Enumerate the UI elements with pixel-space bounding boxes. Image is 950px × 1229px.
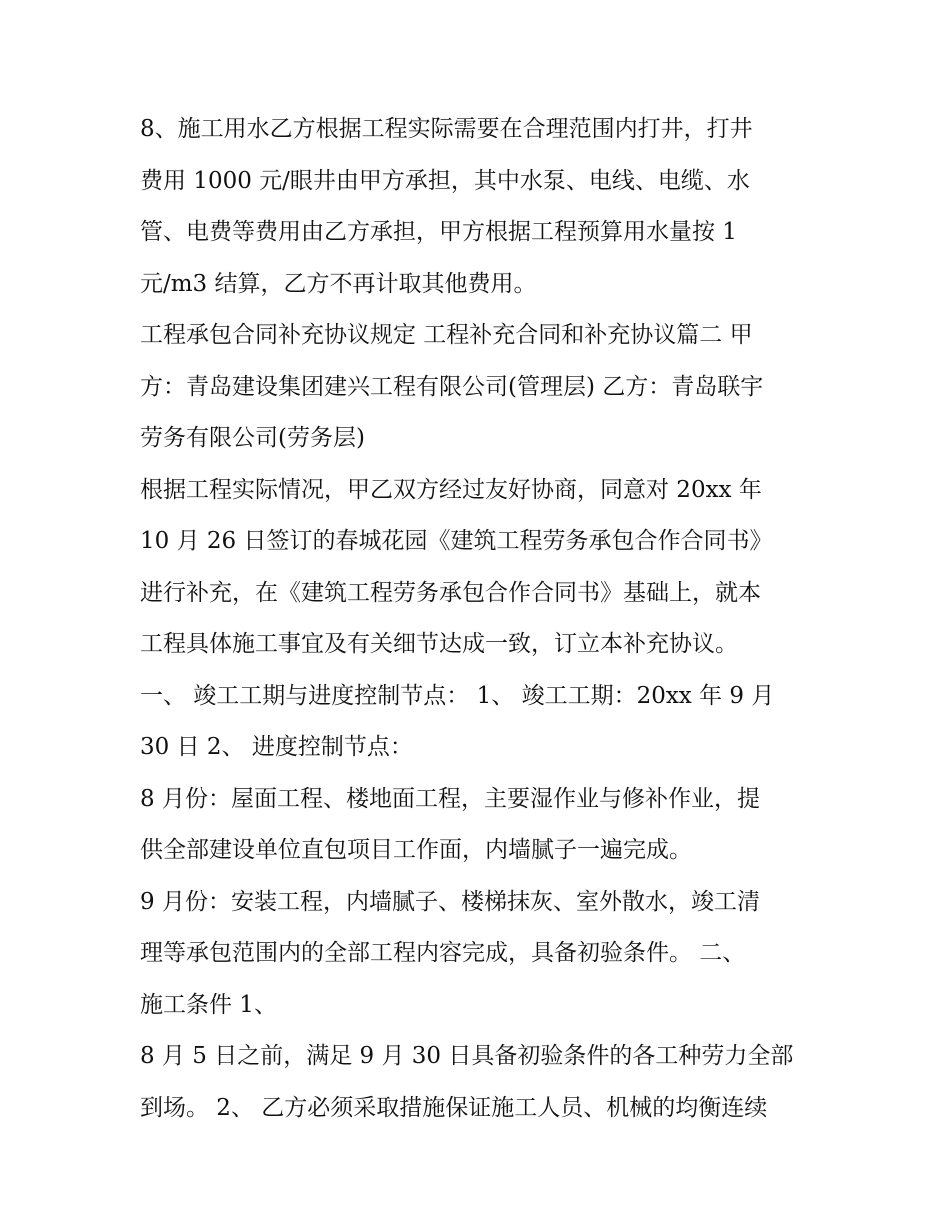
text-line: 供全部建设单位直包项目工作面，内墙腻子一遍完成。 — [140, 837, 692, 863]
text-line: 9 月份：安装工程，内墙腻子、楼梯抹灰、室外散水，竣工清 — [140, 888, 760, 915]
text-line: 施工条件 1、 — [140, 991, 277, 1018]
text-line: 进行补充，在《建筑工程劳务承包合作合同书》基础上，就本 — [140, 579, 761, 606]
text-line: 根据工程实际情况，甲乙双方经过友好协商，同意对 20xx 年 — [140, 476, 762, 503]
text-line: 工程承包合同补充协议规定 工程补充合同和补充协议篇二 甲 — [140, 322, 753, 348]
text-line: 8 月份：屋面工程、楼地面工程，主要湿作业与修补作业，提 — [140, 785, 760, 812]
text-line: 方：青岛建设集团建兴工程有限公司(管理层) 乙方：青岛联宇 — [140, 373, 764, 400]
text-line: 劳务有限公司(劳务层) — [140, 425, 365, 451]
text-line: 管、电费等费用由乙方承担，甲方根据工程预算用水量按 1 — [140, 219, 737, 245]
text-line: 工程具体施工事宜及有关细节达成一致，订立本补充协议。 — [140, 631, 738, 657]
text-line: 30 日 2、 进度控制节点： — [140, 734, 413, 760]
text-line: 费用 1000 元/眼井由甲方承担，其中水泵、电线、电缆、水 — [140, 167, 750, 194]
text-line: 8 月 5 日之前，满足 9 月 30 日具备初验条件的各工种劳力全部 — [140, 1043, 794, 1069]
text-line: 到场。 2、 乙方必须采取措施保证施工人员、机械的均衡连续 — [140, 1094, 768, 1121]
text-line: 8、施工用水乙方根据工程实际需要在合理范围内打井，打井 — [140, 116, 753, 142]
text-line: 元/m3 结算，乙方不再计取其他费用。 — [140, 270, 537, 297]
text-line: 理等承包范围内的全部工程内容完成，具备初验条件。 二、 — [140, 940, 746, 966]
text-line: 10 月 26 日签订的春城花园《建筑工程劳务承包合作合同书》 — [140, 528, 773, 554]
document-body — [140, 104, 830, 1134]
text-line: 一、 竣工工期与进度控制节点： 1、 竣工工期：20xx 年 9 月 — [140, 682, 775, 709]
